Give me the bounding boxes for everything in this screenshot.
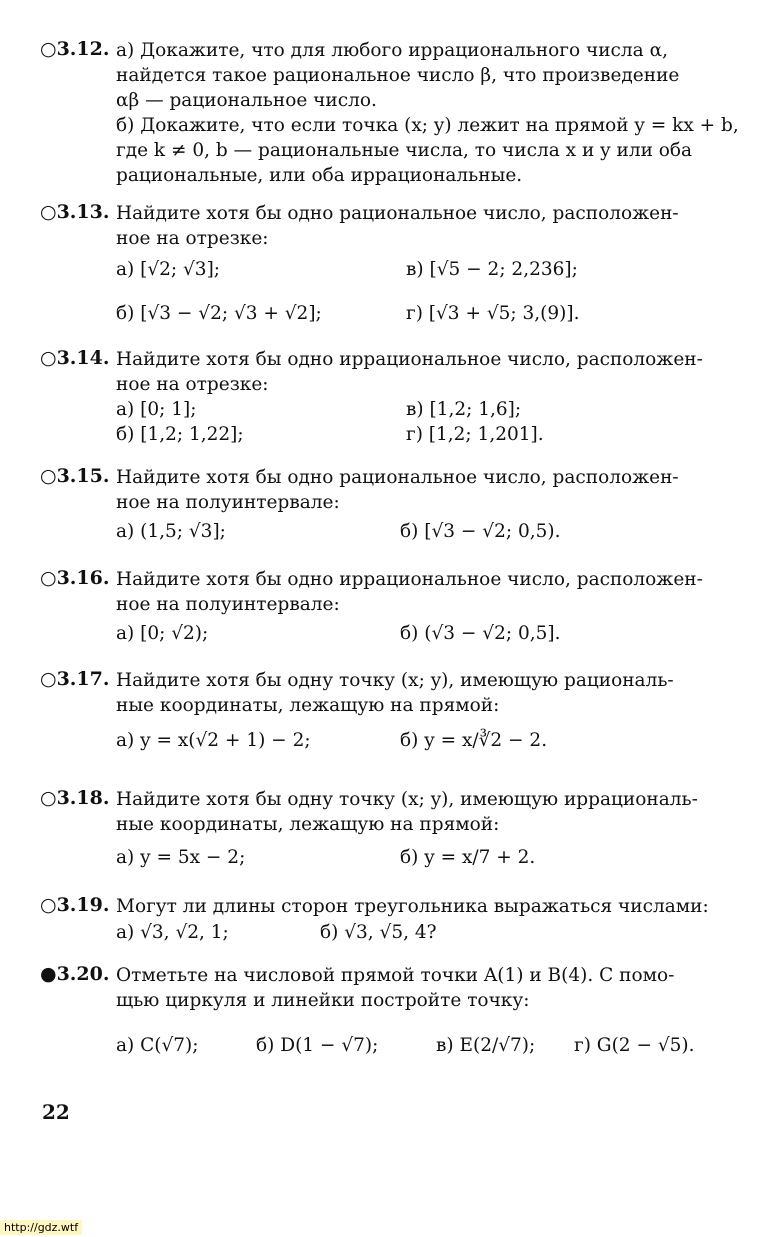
problem-text-line: рациональные, или оба иррациональные. xyxy=(116,165,523,186)
answer-option: а) y = 5x − 2; xyxy=(116,847,246,868)
problem-3-14 xyxy=(0,347,760,445)
problem-text-line: Найдите хотя бы одну точку (x; y), имеющую иррациональ- xyxy=(116,789,698,810)
problem-3-17 xyxy=(0,668,760,751)
answer-option: в) [√5 − 2; 2,236]; xyxy=(406,259,578,280)
problem-text-line: αβ — рациональное число. xyxy=(116,90,377,111)
problem-number: ○3.19. xyxy=(40,894,110,916)
problem-number: ○3.14. xyxy=(40,347,110,369)
answer-option: г) [√3 + √5; 3,(9)]. xyxy=(406,303,580,324)
answer-option: а) y = x(√2 + 1) − 2; xyxy=(116,730,311,751)
problem-text-line: Найдите хотя бы одно рациональное число, расположен- xyxy=(116,467,679,488)
problem-number: ○3.17. xyxy=(40,668,110,690)
answer-option: а) [0; √2); xyxy=(116,623,209,644)
watermark-link[interactable]: http://gdz.wtf xyxy=(0,1220,82,1235)
answer-option: б) [1,2; 1,22]; xyxy=(116,424,244,445)
answer-option: а) [√2; √3]; xyxy=(116,259,221,280)
problem-text-line: Отметьте на числовой прямой точки A(1) и B(4). С помо- xyxy=(116,965,675,986)
problem-3-16 xyxy=(0,567,760,644)
page-number: 22 xyxy=(42,1100,70,1124)
problem-text-line: ные координаты, лежащую на прямой: xyxy=(116,814,500,835)
problem-3-13 xyxy=(0,201,760,324)
answer-option: г) G(2 − √5). xyxy=(574,1035,695,1056)
problem-number: ●3.20. xyxy=(40,963,110,985)
answer-option: а) C(√7); xyxy=(116,1035,199,1056)
problem-text-line: ные координаты, лежащую на прямой: xyxy=(116,695,500,716)
answer-option: б) (√3 − √2; 0,5]. xyxy=(400,623,561,644)
problem-text-line: ное на полуинтервале: xyxy=(116,492,340,513)
problem-3-12 xyxy=(0,38,760,188)
answer-option: а) (1,5; √3]; xyxy=(116,521,226,542)
problem-text-line: ное на полуинтервале: xyxy=(116,594,340,615)
answer-option: а) [0; 1]; xyxy=(116,399,197,420)
problem-text-line: Найдите хотя бы одно иррациональное число, расположен- xyxy=(116,349,703,370)
problem-text-line: щью циркуля и линейки постройте точку: xyxy=(116,990,530,1011)
answer-option: б) D(1 − √7); xyxy=(256,1035,379,1056)
problem-text-line: где k ≠ 0, b — рациональные числа, то числа x и y или оба xyxy=(116,140,693,161)
problem-number: ○3.16. xyxy=(40,567,110,589)
problem-text-line: а) Докажите, что для любого иррационального числа α, xyxy=(116,40,668,61)
answer-option: б) y = x/7 + 2. xyxy=(400,847,536,868)
problem-text-line: найдется такое рациональное число β, что произведение xyxy=(116,65,680,86)
answer-option: в) [1,2; 1,6]; xyxy=(406,399,522,420)
answer-option: б) √3, √5, 4? xyxy=(320,922,437,943)
problem-text-line: Могут ли длины сторон треугольника выражаться числами: xyxy=(116,896,709,917)
problem-3-19 xyxy=(0,894,760,943)
problem-text-line: Найдите хотя бы одно иррациональное число, расположен- xyxy=(116,569,703,590)
answer-option: в) E(2/√7); xyxy=(436,1035,536,1056)
problem-text-line: б) Докажите, что если точка (x; y) лежит на прямой y = kx + b, xyxy=(116,115,739,136)
problem-text-line: ное на отрезке: xyxy=(116,228,269,249)
answer-option: б) [√3 − √2; √3 + √2]; xyxy=(116,303,322,324)
problem-number: ○3.13. xyxy=(40,201,110,223)
answer-option: а) √3, √2, 1; xyxy=(116,922,229,943)
problem-text-line: Найдите хотя бы одно рациональное число, расположен- xyxy=(116,203,679,224)
problem-3-15 xyxy=(0,465,760,542)
answer-option: б) y = x/∛2 − 2. xyxy=(400,730,548,751)
problem-3-20 xyxy=(0,963,760,1056)
problem-text-line: Найдите хотя бы одну точку (x; y), имеющую рациональ- xyxy=(116,670,674,691)
problem-3-18 xyxy=(0,787,760,868)
problem-number: ○3.15. xyxy=(40,465,110,487)
problem-number: ○3.12. xyxy=(40,38,110,60)
answer-option: б) [√3 − √2; 0,5). xyxy=(400,521,561,542)
problem-number: ○3.18. xyxy=(40,787,110,809)
problem-text-line: ное на отрезке: xyxy=(116,374,269,395)
answer-option: г) [1,2; 1,201]. xyxy=(406,424,544,445)
